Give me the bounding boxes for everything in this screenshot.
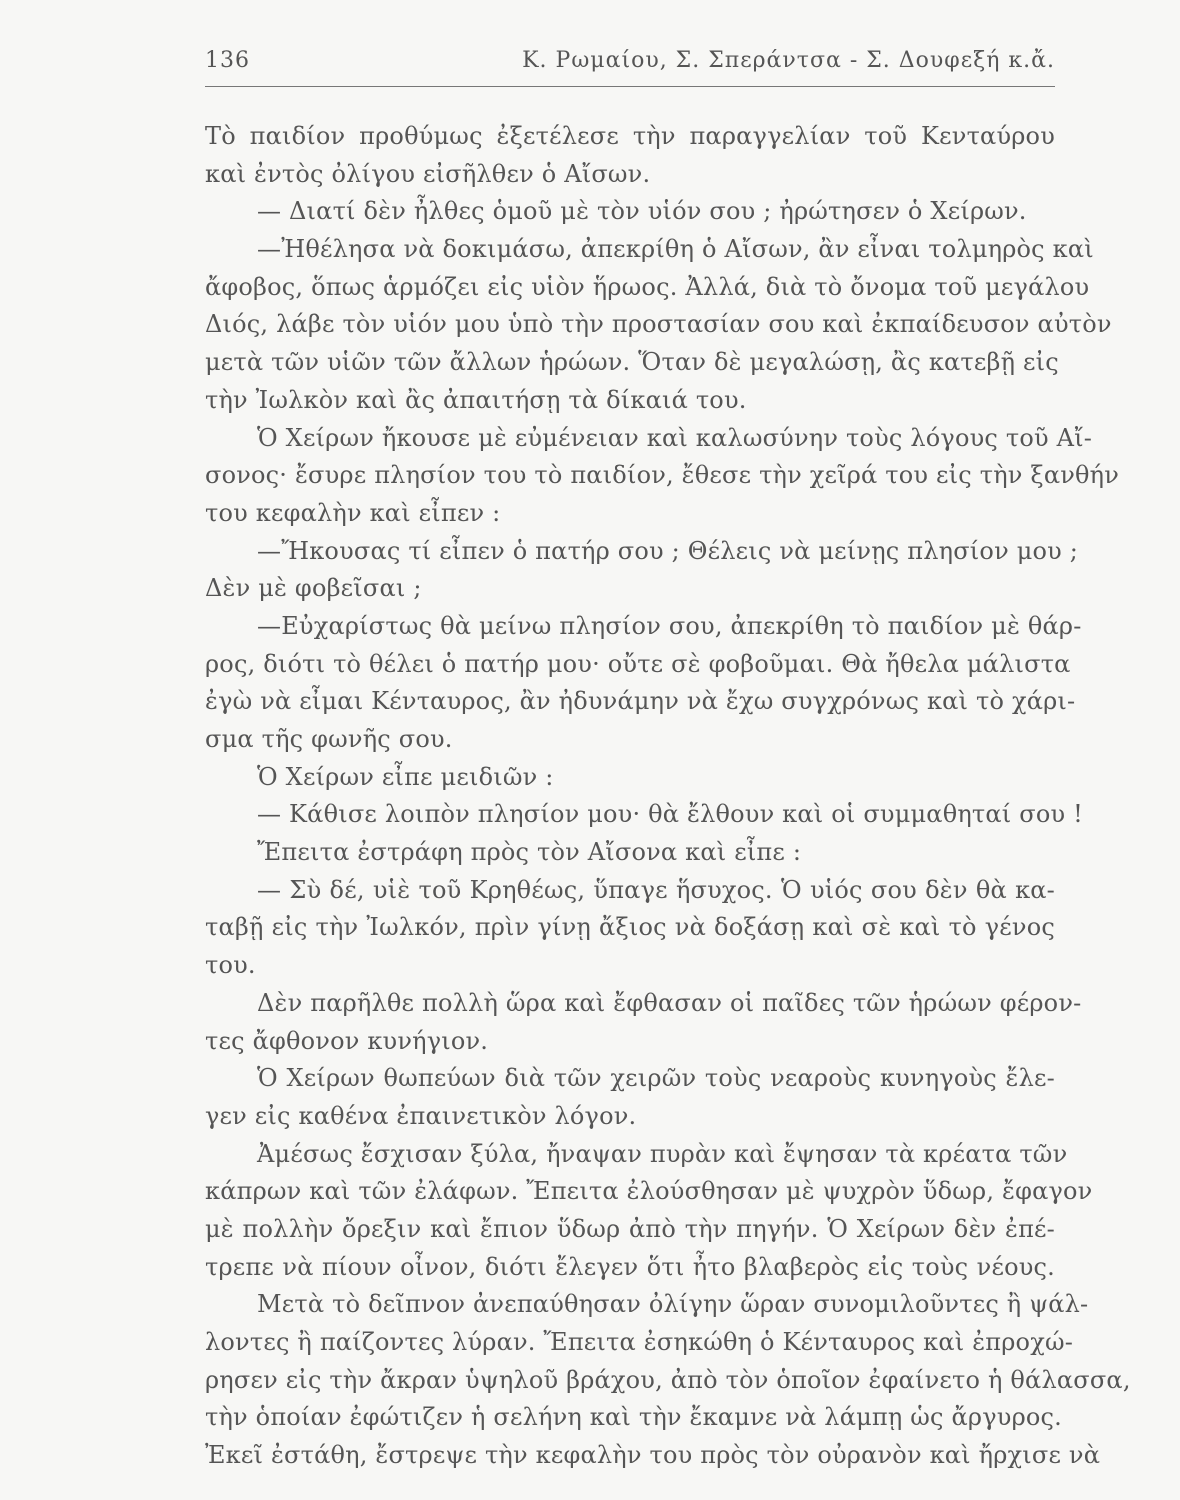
text-line: Ὁ Χείρων ἤκουσε μὲ εὐμένειαν καὶ καλωσύνην τοὺς λόγους τοῦ Αἴ- [257, 423, 1093, 452]
text-line: κάπρων καὶ τῶν ἐλάφων. Ἔπειτα ἐλούσθησαν μὲ ψυχρὸν ὕδωρ, ἔφαγον [205, 1177, 1093, 1206]
text-line: μὲ πολλὴν ὄρεξιν καὶ ἔπιον ὕδωρ ἀπὸ τὴν πηγήν. Ὁ Χείρων δὲν ἐπέ- [205, 1214, 1055, 1243]
text-line: τρεπε νὰ πίουν οἶνον, διότι ἔλεγεν ὅτι ἦτο βλαβερὸς εἰς τοὺς νέους. [205, 1252, 1055, 1281]
text-line: του κεφαλὴν καὶ εἶπεν : [205, 498, 501, 527]
text-line: —Ἠθέλησα νὰ δοκιμάσω, ἀπεκρίθη ὁ Αἴσων, ἂν εἶναι τολμηρὸς καὶ [257, 235, 1094, 264]
text-line: καὶ ἐντὸς ὀλίγου εἰσῆλθεν ὁ Αἴσων. [205, 159, 651, 188]
text-line: ἐγὼ νὰ εἶμαι Κένταυρος, ἂν ἠδυνάμην νὰ ἔχω συγχρόνως καὶ τὸ χάρι- [205, 687, 1076, 716]
text-line: Ὁ Χείρων εἶπε μειδιῶν : [257, 762, 554, 791]
text-line: Τὸ παιδίον προθύμως ἐξετέλεσε τὴν παραγγελίαν τοῦ Κενταύρου [205, 122, 1055, 150]
text-line: ρησεν εἰς τὴν ἄκραν ὑψηλοῦ βράχου, ἀπὸ τὸν ὁποῖον ἐφαίνετο ἡ θάλασσα, [205, 1365, 1131, 1394]
text-line: Μετὰ τὸ δεῖπνον ἀνεπαύθησαν ὀλίγην ὥραν συνομιλοῦντες ἢ ψάλ- [257, 1290, 1089, 1319]
page-header [205, 42, 1055, 82]
text-line: τὴν ὁποίαν ἐφώτιζεν ἡ σελήνη καὶ τὴν ἔκαμνε νὰ λάμπῃ ὡς ἄργυρος. [205, 1403, 1062, 1432]
text-line: του. [205, 951, 256, 980]
text-line: μετὰ τῶν υἱῶν τῶν ἄλλων ἡρώων. Ὅταν δὲ μεγαλώσῃ, ἂς κατεβῇ εἰς [205, 348, 1059, 377]
running-head: Κ. Ρωμαίου, Σ. Σπεράντσα - Σ. Δουφεξή κ.ἄ. [522, 48, 1055, 73]
text-line: σμα τῆς φωνῆς σου. [205, 725, 453, 753]
text-line: — Σὺ δέ, υἱὲ τοῦ Κρηθέως, ὕπαγε ἥσυχος. Ὁ υἱός σου δὲν θὰ κα- [257, 875, 1055, 904]
body-text [205, 118, 1131, 1475]
text-line: γεν εἰς καθένα ἐπαινετικὸν λόγον. [205, 1101, 637, 1130]
text-line: ρος, διότι τὸ θέλει ὁ πατήρ μου· οὔτε σὲ φοβοῦμαι. Θὰ ἤθελα μάλιστα [205, 649, 1071, 678]
text-line: Ἔπειτα ἐστράφη πρὸς τὸν Αἴσονα καὶ εἶπε : [257, 838, 802, 867]
text-line: Διός, λάβε τὸν υἱόν μου ὑπὸ τὴν προστασίαν σου καὶ ἐκπαίδευσον αὐτὸν [205, 310, 1112, 339]
text-line: τες ἄφθονον κυνήγιον. [205, 1026, 489, 1055]
text-line: Ὁ Χείρων θωπεύων διὰ τῶν χειρῶν τοὺς νεαροὺς κυνηγοὺς ἔλε- [257, 1064, 1055, 1093]
text-line: ταβῇ εἰς τὴν Ἰωλκόν, πρὶν γίνῃ ἄξιος νὰ δοξάσῃ καὶ σὲ καὶ τὸ γένος [205, 913, 1055, 942]
text-line: Ἀμέσως ἔσχισαν ξύλα, ἤναψαν πυρὰν καὶ ἔψησαν τὰ κρέατα τῶν [257, 1139, 1068, 1168]
text-line: τὴν Ἰωλκὸν καὶ ἂς ἀπαιτήσῃ τὰ δίκαιά του. [205, 385, 747, 414]
text-line: — Διατί δὲν ἦλθες ὁμοῦ μὲ τὸν υἱόν σου ; ἠρώτησεν ὁ Χείρων. [257, 197, 1027, 226]
text-line: —Ἤκουσας τί εἶπεν ὁ πατήρ σου ; Θέλεις νὰ μείνῃς πλησίον μου ; [257, 536, 1079, 565]
page-number: 136 [205, 48, 250, 73]
text-line: λοντες ἢ παίζοντες λύραν. Ἔπειτα ἐσηκώθη ὁ Κένταυρος καὶ ἐπροχώ- [205, 1328, 1074, 1356]
text-line: —Εὐχαρίστως θὰ μείνω πλησίον σου, ἀπεκρίθη τὸ παιδίον μὲ θάρ- [257, 611, 1082, 640]
text-line: — Κάθισε λοιπὸν πλησίον μου· θὰ ἔλθουν καὶ οἱ συμμαθηταί σου ! [257, 800, 1083, 829]
text-line: Δὲν παρῆλθε πολλὴ ὥρα καὶ ἔφθασαν οἱ παῖδες τῶν ἡρώων φέρον- [257, 988, 1082, 1017]
text-line: Δὲν μὲ φοβεῖσαι ; [205, 574, 422, 603]
header-rule [205, 86, 1055, 87]
text-line: σονος· ἔσυρε πλησίον του τὸ παιδίον, ἔθεσε τὴν χεῖρά του εἰς τὴν ξανθήν [205, 461, 1120, 490]
text-line: Ἐκεῖ ἐστάθη, ἔστρεψε τὴν κεφαλὴν του πρὸς τὸν οὐρανὸν καὶ ἤρχισε νὰ [205, 1441, 1101, 1470]
text-line: ἄφοβος, ὅπως ἁρμόζει εἰς υἱὸν ἥρωος. Ἀλλά, διὰ τὸ ὄνομα τοῦ μεγάλου [205, 272, 1090, 301]
